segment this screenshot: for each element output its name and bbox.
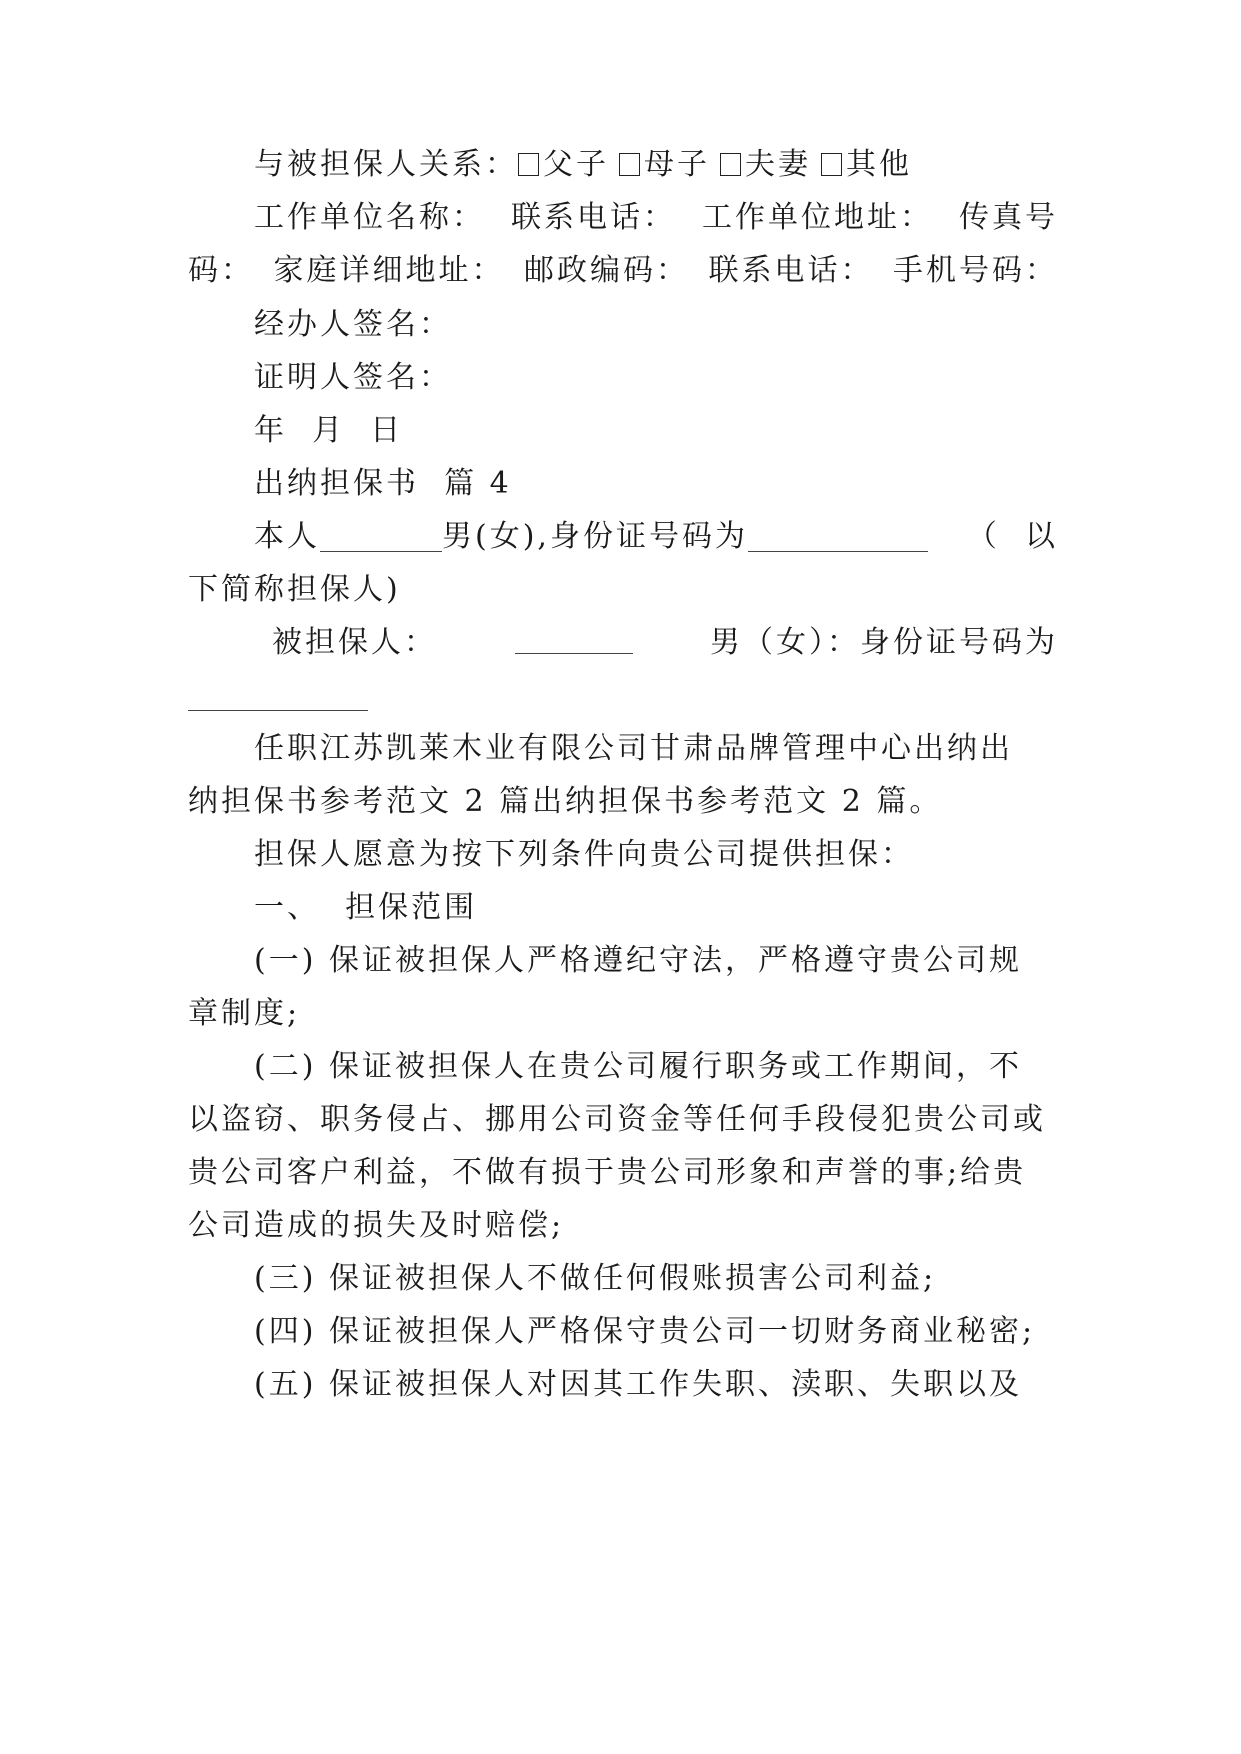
option-father-son: 父子 (543, 147, 609, 182)
item4: (四) 保证被担保人严格保守贵公司一切财务商业秘密; (254, 1314, 1036, 1349)
item2-line2: 以盗窃、职务侵占、挪用公司资金等任何手段侵犯贵公司或 (188, 1102, 1046, 1137)
para3-line2: 纳担保书参考范文 2 篇出纳担保书参考范文 2 篇。 (188, 784, 943, 819)
item1-line2: 章制度; (188, 996, 301, 1031)
item3: (三) 保证被担保人不做任何假账损害公司利益; (254, 1261, 937, 1296)
home-address-label: 家庭详细地址： (273, 253, 505, 288)
para1-mid: 男(女),身份证号码为 (442, 519, 748, 554)
checkbox-spouse[interactable] (720, 153, 741, 176)
item2-line3: 贵公司客户利益，不做有损于贵公司形象和声誉的事;给贵 (188, 1155, 1027, 1190)
work-unit-address-label: 工作单位地址： (702, 200, 933, 235)
id-number-blank[interactable] (748, 521, 928, 552)
section-title: 出纳担保书 篇 4 (254, 466, 512, 501)
work-unit-name-label: 工作单位名称： (254, 200, 485, 235)
postcode-label: 邮政编码： (524, 253, 689, 288)
name-blank[interactable] (320, 521, 442, 552)
relation-label: 与被担保人关系： (254, 147, 518, 182)
para2-line2 (188, 676, 1058, 716)
para1-suffix: （ 以 (966, 519, 1058, 554)
heading-scope: 一、 担保范围 (254, 890, 478, 925)
option-spouse: 夫妻 (745, 147, 811, 182)
para1-line2: 下简称担保人) (188, 572, 401, 607)
item1-line1: (一) 保证被担保人严格遵纪守法，严格遵守贵公司规 (254, 943, 1022, 978)
relation-line (254, 145, 1058, 185)
contact-line-2 (188, 251, 1058, 291)
option-other: 其他 (846, 147, 912, 182)
handler-signature: 经办人签名： (254, 307, 452, 342)
para2-mid: 男（女）：身份证号码为 (710, 625, 1058, 660)
item2-line4: 公司造成的损失及时赔偿; (188, 1208, 565, 1243)
para3-line1: 任职江苏凯莱木业有限公司甘肃品牌管理中心出纳出 (254, 731, 1013, 766)
date-line: 年 月 日 (254, 413, 404, 448)
para4: 担保人愿意为按下列条件向贵公司提供担保： (254, 837, 914, 872)
phone-label: 联系电话： (511, 200, 676, 235)
guaranteed-id-blank[interactable] (188, 680, 368, 711)
phone-label-2: 联系电话： (708, 253, 874, 288)
item2-line1: (二) 保证被担保人在贵公司履行职务或工作期间，不 (254, 1049, 1022, 1084)
para1-line1 (254, 517, 1058, 557)
option-mother-son: 母子 (644, 147, 710, 182)
fax-label: 传真号 (959, 200, 1058, 235)
checkbox-other[interactable] (821, 153, 842, 176)
witness-signature: 证明人签名： (254, 360, 452, 395)
checkbox-mother-son[interactable] (619, 153, 640, 176)
mobile-label: 手机号码： (893, 253, 1058, 288)
para2-prefix: 被担保人： (272, 625, 437, 660)
guaranteed-name-blank[interactable] (515, 623, 633, 654)
para1-prefix: 本人 (254, 519, 320, 554)
para2-line1 (272, 623, 1058, 663)
item5-line1: (五) 保证被担保人对因其工作失职、渎职、失职以及 (254, 1367, 1022, 1402)
fax-label-cont: 码： (188, 253, 254, 288)
checkbox-father-son[interactable] (518, 153, 539, 176)
contact-line-1 (254, 198, 1058, 238)
